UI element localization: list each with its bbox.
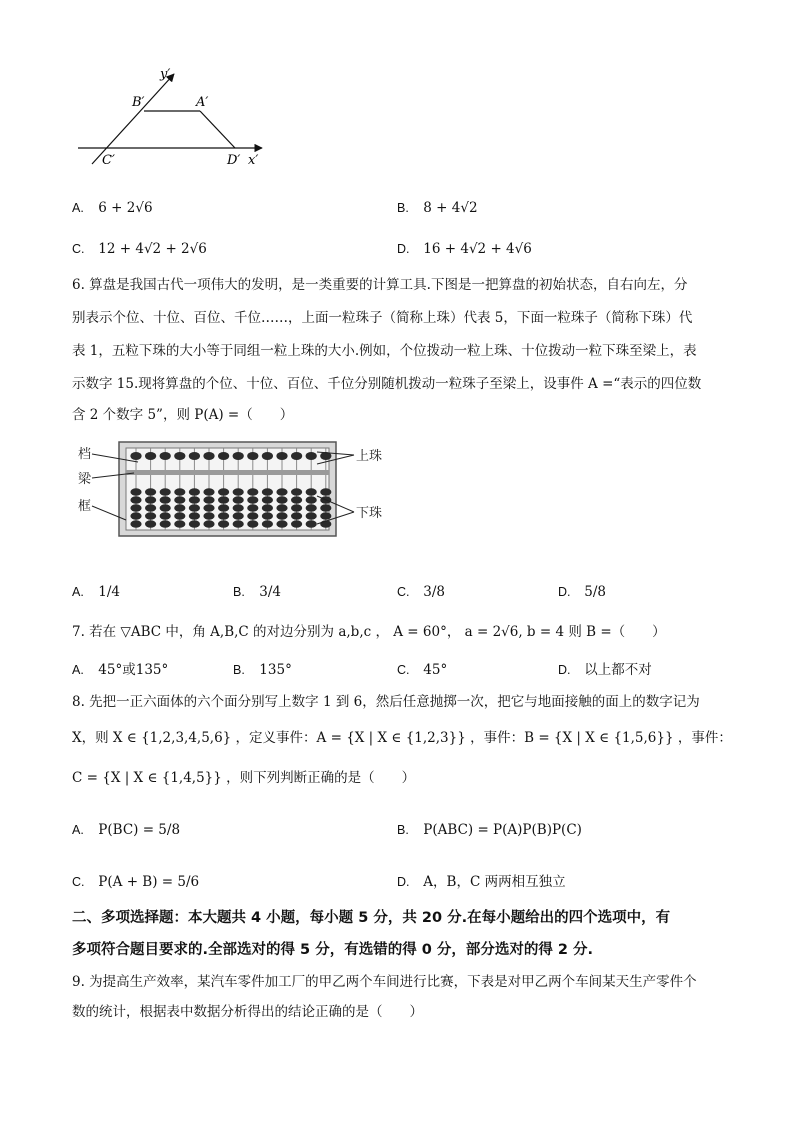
- lower-bead: [247, 512, 258, 519]
- q5-option-b[interactable]: [397, 198, 478, 218]
- lower-bead: [174, 520, 185, 527]
- y-axis-line: [92, 74, 174, 164]
- lower-bead: [291, 488, 302, 495]
- section2-line-2: 多项符合题目要求的.全部选对的得 5 分，有选错的得 0 分，部分选对的得 2 分.: [72, 942, 594, 958]
- q7-option-d-label: D.: [558, 663, 571, 677]
- lower-bead: [306, 504, 317, 511]
- q7-option-b[interactable]: [233, 660, 292, 680]
- q8-option-a-label: A.: [72, 823, 84, 837]
- lower-bead: [174, 504, 185, 511]
- lower-bead: [320, 504, 331, 511]
- label-shangzhu: 上珠: [356, 449, 383, 464]
- q7-option-a[interactable]: [72, 660, 168, 680]
- lower-bead: [247, 488, 258, 495]
- q6-option-a[interactable]: [72, 582, 120, 602]
- lower-bead: [306, 488, 317, 495]
- lower-bead: [145, 488, 156, 495]
- lower-bead: [233, 512, 244, 519]
- lower-bead: [189, 496, 200, 503]
- q6-option-c[interactable]: [397, 582, 445, 602]
- q5-option-b-label: B.: [397, 201, 409, 215]
- lower-bead: [174, 488, 185, 495]
- lower-bead: [203, 512, 214, 519]
- lower-bead: [306, 512, 317, 519]
- q7-option-b-text: 135°: [259, 662, 292, 678]
- lower-bead: [320, 512, 331, 519]
- lower-bead: [262, 504, 273, 511]
- lower-bead: [218, 520, 229, 527]
- q7-option-d[interactable]: [558, 660, 652, 680]
- lower-bead: [233, 520, 244, 527]
- q5-option-a[interactable]: [72, 198, 153, 218]
- parallelogram-figure: [72, 62, 272, 180]
- q6-option-c-label: C.: [397, 585, 410, 599]
- lower-bead: [160, 520, 171, 527]
- q6-option-a-text: 1/4: [98, 584, 121, 600]
- q7-option-c-label: C.: [397, 663, 410, 677]
- q8-option-a-text: P(BC) = 5/8: [98, 822, 181, 838]
- q5-option-d-label: D.: [397, 242, 410, 256]
- upper-bead: [276, 452, 287, 460]
- q5-option-c-label: C.: [72, 242, 85, 256]
- lower-bead: [189, 504, 200, 511]
- q6-option-c-text: 3/8: [423, 584, 446, 600]
- lower-bead: [203, 488, 214, 495]
- lower-bead: [218, 512, 229, 519]
- upper-bead: [233, 452, 244, 460]
- q6-option-d-label: D.: [558, 585, 571, 599]
- lower-bead: [276, 520, 287, 527]
- upper-bead: [262, 452, 273, 460]
- lower-bead: [247, 504, 258, 511]
- lower-bead: [247, 496, 258, 503]
- q5-option-c-text: 12 + 4√2 + 2√6: [98, 241, 207, 257]
- lower-bead: [306, 496, 317, 503]
- label-xiazhu: 下珠: [356, 506, 383, 521]
- q8-line-1: 8. 先把一正六面体的六个面分别写上数字 1 到 6，然后任意抛掷一次，把它与地面接触的面上的数字记为: [72, 694, 700, 710]
- q5-option-b-text: 8 + 4√2: [423, 200, 478, 216]
- lower-bead: [291, 496, 302, 503]
- q6-line-1: 6. 算盘是我国古代一项伟大的发明，是一类重要的计算工具.下图是一把算盘的初始状态，自右向左，分: [72, 277, 688, 293]
- lower-bead: [160, 512, 171, 519]
- q7-option-c-text: 45°: [423, 662, 448, 678]
- q5-option-a-label: A.: [72, 201, 84, 215]
- lower-bead: [218, 504, 229, 511]
- q7-option-a-label: A.: [72, 663, 84, 677]
- lower-bead: [233, 504, 244, 511]
- lower-bead: [145, 512, 156, 519]
- lower-bead: [145, 520, 156, 527]
- lower-bead: [189, 488, 200, 495]
- label-d: D′: [227, 153, 241, 168]
- q7-option-c[interactable]: [397, 660, 447, 680]
- q8-option-d-text: A，B，C 两两相互独立: [423, 874, 566, 890]
- label-b: B′: [132, 95, 145, 110]
- label-liang: 梁: [78, 472, 92, 487]
- lower-bead: [233, 488, 244, 495]
- q5-option-d[interactable]: [397, 239, 532, 259]
- upper-bead: [160, 452, 171, 460]
- q8-option-c-label: C.: [72, 875, 85, 889]
- upper-bead: [130, 452, 141, 460]
- q6-option-b-label: B.: [233, 585, 245, 599]
- lower-bead: [130, 504, 141, 511]
- lower-bead: [306, 520, 317, 527]
- q5-option-a-text: 6 + 2√6: [98, 200, 153, 216]
- q8-option-a[interactable]: [72, 820, 180, 840]
- q8-option-d[interactable]: [397, 872, 566, 892]
- upper-bead: [189, 452, 200, 460]
- lower-bead: [203, 520, 214, 527]
- edge-a-d: [200, 111, 235, 148]
- q9-line-2: 数的统计，根据表中数据分析得出的结论正确的是（ ）: [72, 1004, 423, 1020]
- q6-line-5: 含 2 个数字 5”，则 P(A) =（ ）: [72, 407, 294, 423]
- lower-bead: [160, 496, 171, 503]
- upper-bead: [145, 452, 156, 460]
- upper-bead: [218, 452, 229, 460]
- q9-line-1: 9. 为提高生产效率，某汽车零件加工厂的甲乙两个车间进行比赛，下表是对甲乙两个车间某天生产零件个: [72, 974, 697, 990]
- lower-bead: [160, 488, 171, 495]
- lower-bead: [262, 488, 273, 495]
- upper-bead: [291, 452, 302, 460]
- q6-line-3: 表 1，五粒下珠的大小等于同组一粒上珠的大小.例如，个位拨动一粒上珠、十位拨动一粒下珠至梁上，表: [72, 343, 697, 359]
- upper-bead: [203, 452, 214, 460]
- q6-option-a-label: A.: [72, 585, 84, 599]
- lower-bead: [276, 488, 287, 495]
- section2-line-1: 二、多项选择题：本大题共 4 小题，每小题 5 分，共 20 分.在每小题给出的四个选项中，有: [72, 910, 671, 926]
- q6-option-d[interactable]: [558, 582, 606, 602]
- q7-option-d-text: 以上都不对: [584, 662, 652, 678]
- upper-bead: [247, 452, 258, 460]
- label-dang: 档: [78, 447, 92, 462]
- q6-line-4: 示数字 15.现将算盘的个位、十位、百位、千位分别随机拨动一粒珠子至梁上，设事件 A =“表示的四位数: [72, 376, 702, 392]
- q8-option-c[interactable]: [72, 872, 199, 892]
- lower-bead: [189, 520, 200, 527]
- upper-bead: [306, 452, 317, 460]
- lower-bead: [276, 496, 287, 503]
- q8-option-b-text: P(ABC) = P(A)P(B)P(C): [423, 822, 582, 838]
- lower-bead: [130, 488, 141, 495]
- lower-bead: [203, 496, 214, 503]
- q6-line-2: 别表示个位、十位、百位、千位……，上面一粒珠子（简称上珠）代表 5，下面一粒珠子（简称下珠）代: [72, 310, 693, 326]
- lower-bead: [203, 504, 214, 511]
- lower-bead: [291, 520, 302, 527]
- q7-line: 7. 若在 ▽ABC 中，角 A,B,C 的对边分别为 a,b,c ， A = 60°， a = 2√6, b = 4 则 B =（ ）: [72, 624, 666, 640]
- lower-bead: [262, 512, 273, 519]
- q7-option-b-label: B.: [233, 663, 245, 677]
- q8-option-b-label: B.: [397, 823, 409, 837]
- q5-option-d-text: 16 + 4√2 + 4√6: [423, 241, 532, 257]
- lower-bead: [145, 504, 156, 511]
- q6-option-b-text: 3/4: [259, 584, 282, 600]
- lower-bead: [189, 512, 200, 519]
- lower-bead: [174, 512, 185, 519]
- lower-bead: [276, 504, 287, 511]
- q8-line-3: C = {X | X ∈ {1,4,5}} ，则下列判断正确的是（ ）: [72, 770, 416, 786]
- lower-bead: [218, 488, 229, 495]
- abacus-figure: [74, 438, 404, 540]
- q8-line-2: X，则 X ∈ {1,2,3,4,5,6} ，定义事件：A = {X | X ∈ {1,2,3}} ，事件：B = {X | X ∈ {1,5,6}} ，事件：: [72, 730, 732, 746]
- label-a: A′: [196, 95, 209, 110]
- lower-bead: [276, 512, 287, 519]
- q6-option-d-text: 5/8: [584, 584, 607, 600]
- label-kuang: 框: [78, 499, 92, 514]
- lower-bead: [247, 520, 258, 527]
- lower-bead: [218, 496, 229, 503]
- lower-bead: [233, 496, 244, 503]
- label-y-axis: y′: [160, 67, 171, 82]
- lower-bead: [262, 520, 273, 527]
- lower-bead: [291, 512, 302, 519]
- label-x-axis: x′: [248, 153, 259, 168]
- q7-option-a-text: 45°或135°: [98, 662, 169, 678]
- lower-bead: [320, 488, 331, 495]
- q5-option-c[interactable]: [72, 239, 207, 259]
- lower-bead: [130, 520, 141, 527]
- lower-bead: [160, 504, 171, 511]
- lower-bead: [130, 496, 141, 503]
- lower-bead: [291, 504, 302, 511]
- lower-bead: [130, 512, 141, 519]
- q6-option-b[interactable]: [233, 582, 281, 602]
- upper-bead: [174, 452, 185, 460]
- q8-option-c-text: P(A + B) = 5/6: [98, 874, 200, 890]
- lower-bead: [174, 496, 185, 503]
- abacus-beam: [126, 470, 329, 475]
- q8-option-b[interactable]: [397, 820, 582, 840]
- label-c: C′: [102, 153, 115, 168]
- lower-bead: [262, 496, 273, 503]
- q8-option-d-label: D.: [397, 875, 410, 889]
- lower-bead: [145, 496, 156, 503]
